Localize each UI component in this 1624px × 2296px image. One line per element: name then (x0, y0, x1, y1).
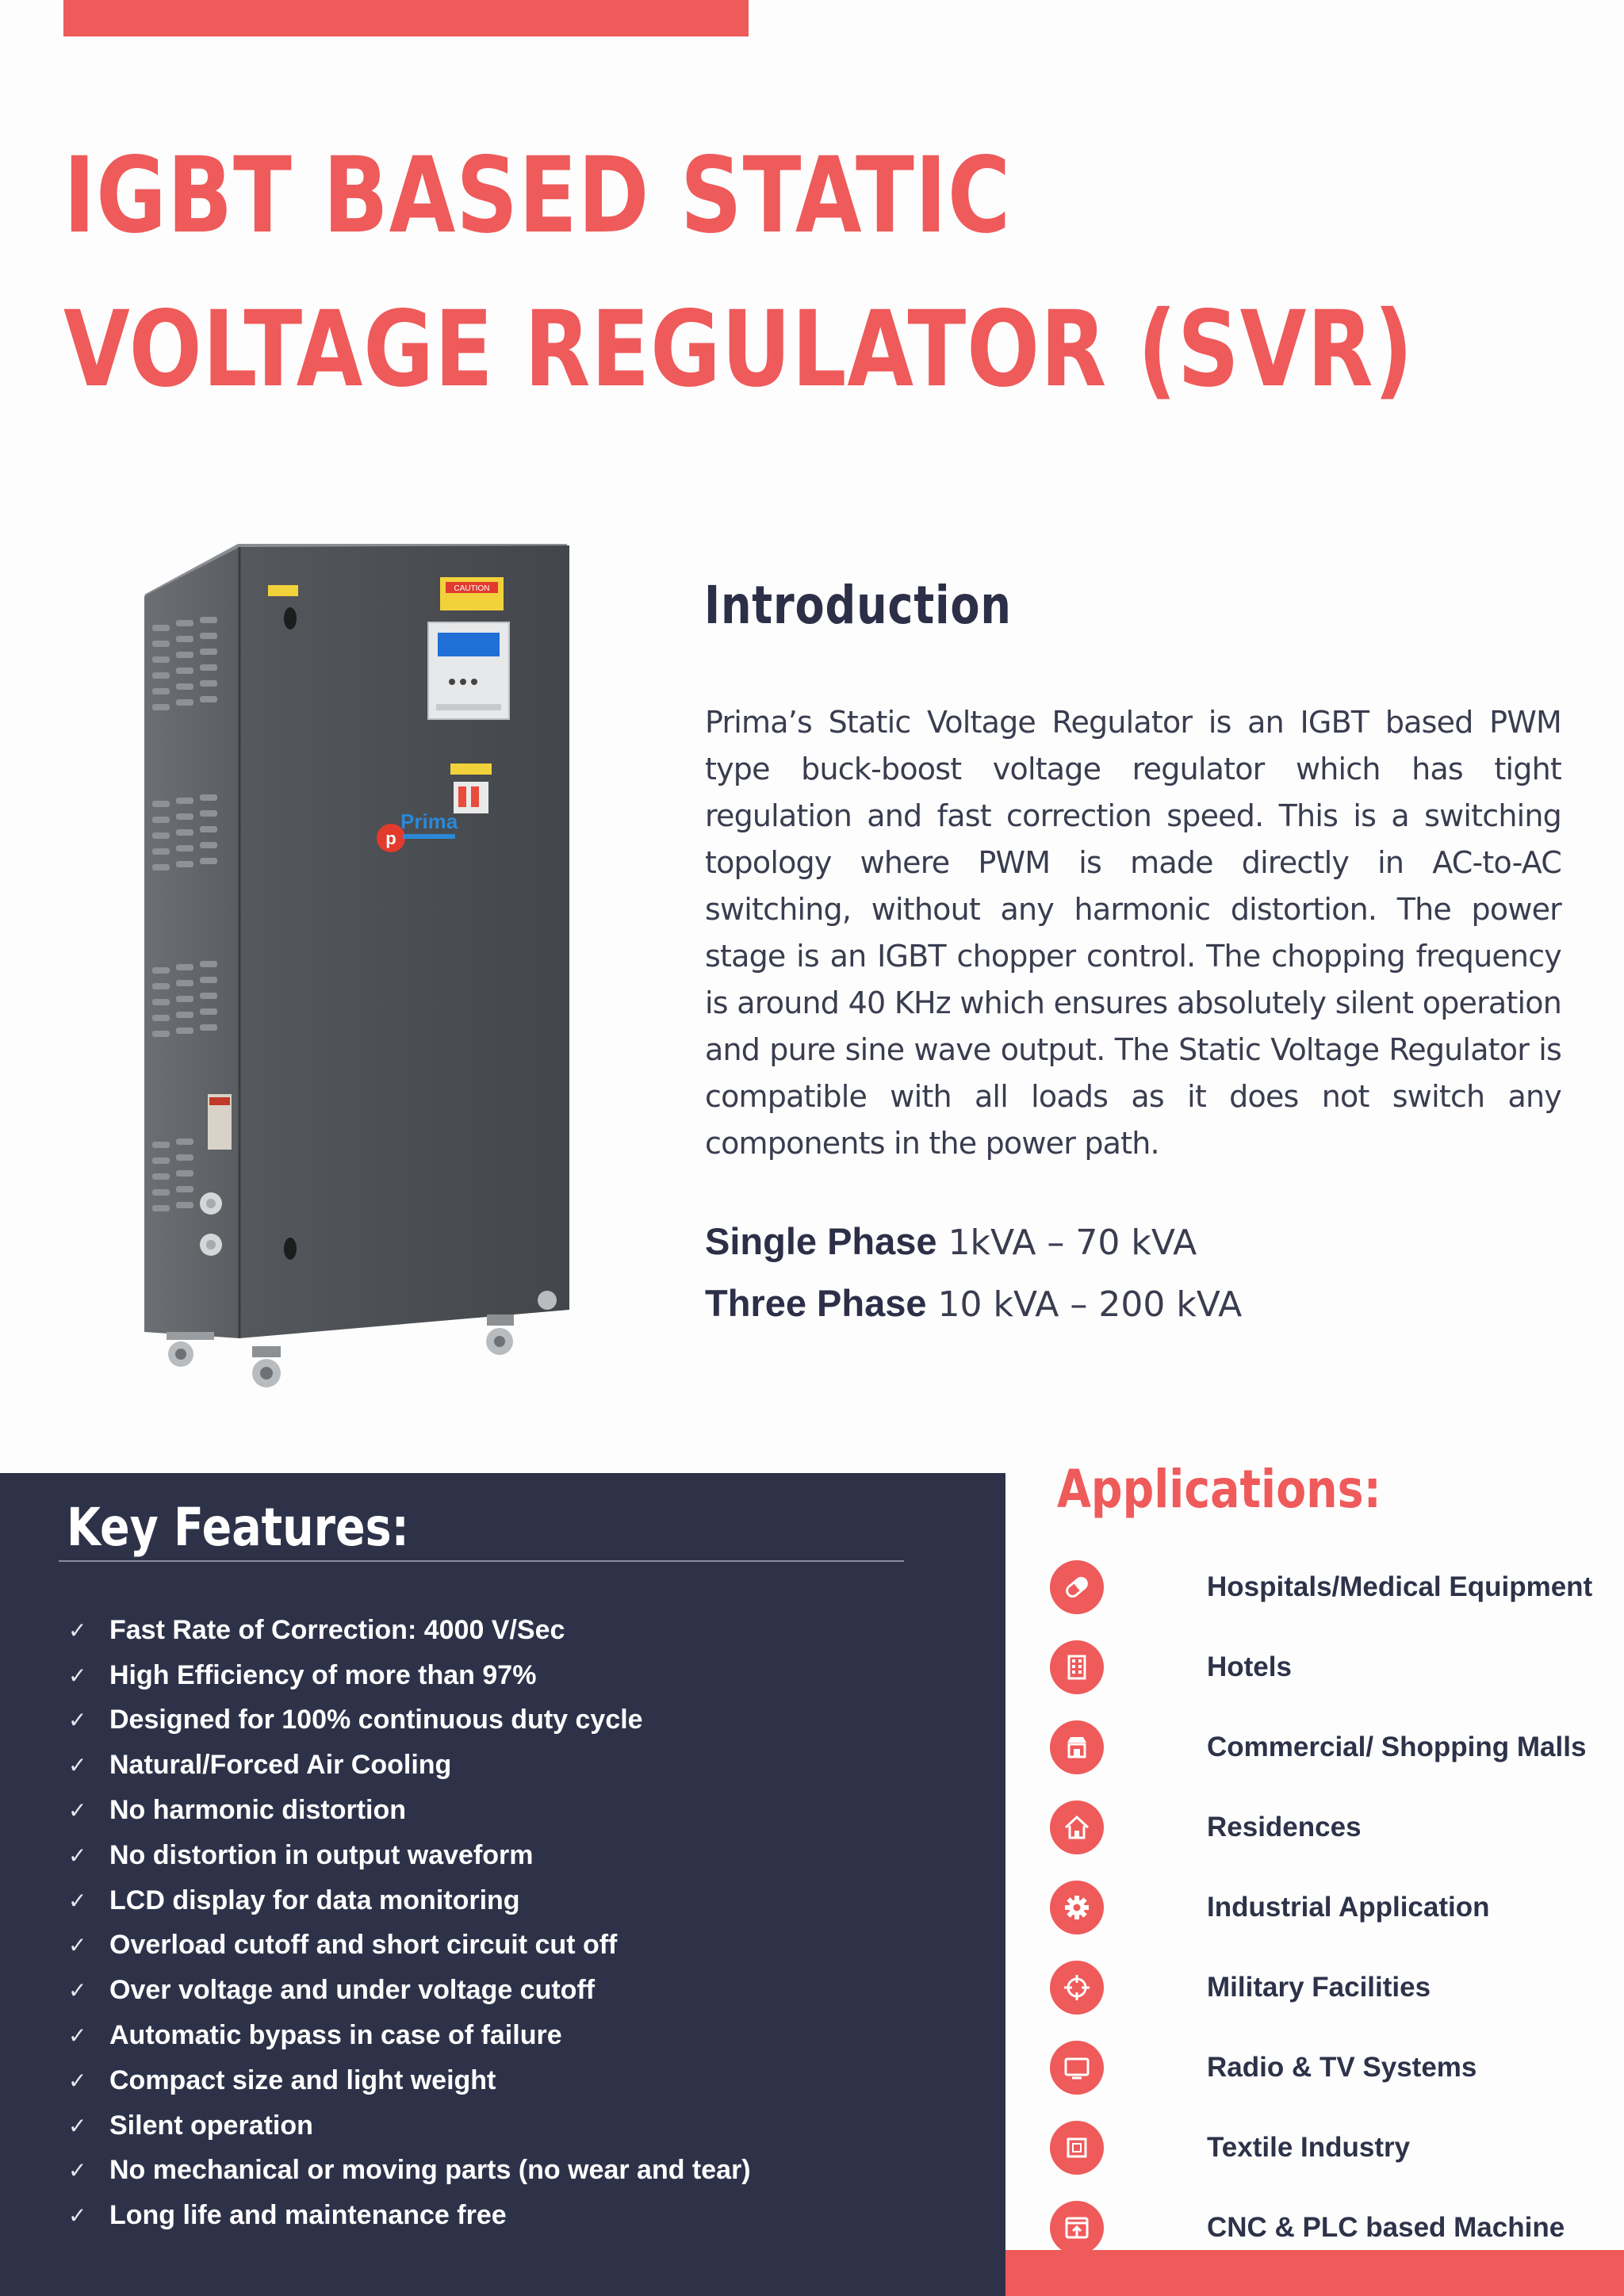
title-line-2: VOLTAGE REGULATOR (SVR) (63, 289, 1414, 411)
feature-item (68, 1698, 751, 1743)
feature-text: Silent operation (109, 2110, 313, 2141)
feature-item (68, 2013, 751, 2058)
application-label: CNC & PLC based Machine (1207, 2212, 1565, 2244)
feature-item (68, 2103, 751, 2149)
feature-item (68, 1788, 751, 1833)
applications-heading: Applications: (1057, 1459, 1381, 1520)
application-label: Industrial Application (1207, 1891, 1490, 1923)
key-features-panel (0, 1473, 1005, 2296)
feature-text: LCD display for data monitoring (109, 1885, 520, 1915)
checkmark-icon: ✓ (68, 1707, 87, 1734)
feature-item (68, 2058, 751, 2103)
feature-text: Long life and maintenance free (109, 2200, 507, 2231)
application-label: Textile Industry (1207, 2132, 1411, 2164)
feature-item (68, 1608, 751, 1653)
feature-text: Automatic bypass in case of failure (109, 2020, 562, 2051)
introduction-body: Prima’s Static Voltage Regulator is an IGBT based PWM type buck-boost voltage regulator which has tight regulation and fast correction speed. This is a switching topology where PWM is made directly in AC-to-AC switching, without any harmonic distortion. The power stage is an IGBT chopper control. The chopping frequency is around 40 KHz which ensures absolutely silent operation and pure sine wave output. The Static Voltage Regulator is compatible with all loads as it does not switch any components in the power path. (705, 705, 1561, 1161)
application-item (1050, 1947, 1592, 2027)
three-phase-range (705, 1281, 1242, 1325)
bottom-accent-bar (1005, 2250, 1624, 2296)
single-phase-value: 1kVA – 70 kVA (948, 1223, 1197, 1263)
application-item (1050, 1627, 1592, 1707)
applications-list (1050, 1547, 1592, 2268)
checkmark-icon: ✓ (68, 1662, 87, 1689)
key-features-divider (59, 1560, 904, 1562)
three-phase-label: Three Phase (705, 1282, 927, 1324)
single-phase-range (705, 1219, 1197, 1263)
application-label: Commercial/ Shopping Malls (1207, 1731, 1587, 1762)
application-label: Hotels (1207, 1651, 1292, 1682)
feature-text: Designed for 100% continuous duty cycle (109, 1705, 643, 1735)
checkmark-icon: ✓ (68, 2157, 87, 2184)
feature-item (68, 2193, 751, 2238)
product-logo: Prima (400, 809, 458, 833)
application-label: Residences (1207, 1811, 1362, 1843)
feature-text: No distortion in output waveform (109, 1839, 534, 1870)
feature-item (68, 1833, 751, 1878)
house-icon (1050, 1800, 1104, 1854)
feature-item (68, 1968, 751, 2013)
top-accent-bar (63, 0, 749, 36)
single-phase-label: Single Phase (705, 1220, 937, 1262)
machine-icon (1050, 2201, 1104, 2255)
building-icon (1050, 1640, 1104, 1694)
checkmark-icon: ✓ (68, 2202, 87, 2229)
svg-text:p: p (385, 828, 396, 848)
checkmark-icon: ✓ (68, 2067, 87, 2094)
title-line-1: IGBT BASED STATIC (63, 135, 1012, 257)
gear-icon (1050, 1881, 1104, 1934)
page-title (63, 119, 1414, 427)
checkmark-icon: ✓ (68, 1887, 87, 1914)
three-phase-value: 10 kVA – 200 kVA (937, 1284, 1243, 1325)
application-item (1050, 1707, 1592, 1787)
caution-label: CAUTION (454, 584, 490, 593)
crosshair-icon (1050, 1961, 1104, 2015)
application-item (1050, 1787, 1592, 1867)
square-icon (1050, 2121, 1104, 2175)
application-item (1050, 1547, 1592, 1627)
key-features-list (68, 1608, 751, 2238)
checkmark-icon: ✓ (68, 1752, 87, 1779)
application-label: Hospitals/Medical Equipment (1207, 1571, 1593, 1602)
product-image (135, 539, 595, 1395)
store-icon (1050, 1720, 1104, 1774)
feature-text: High Efficiency of more than 97% (109, 1659, 537, 1690)
application-item (1050, 2108, 1592, 2188)
feature-text: Overload cutoff and short circuit cut off (109, 1930, 618, 1961)
feature-item (68, 1653, 751, 1698)
feature-text: Over voltage and under voltage cutoff (109, 1975, 596, 2006)
application-label: Military Facilities (1207, 1972, 1431, 2003)
tv-icon (1050, 2041, 1104, 2095)
checkmark-icon: ✓ (68, 1797, 87, 1824)
application-item (1050, 1867, 1592, 1947)
feature-item (68, 1923, 751, 1969)
checkmark-icon: ✓ (68, 1932, 87, 1959)
feature-item (68, 1743, 751, 1788)
pill-icon (1050, 1560, 1104, 1614)
checkmark-icon: ✓ (68, 1842, 87, 1869)
application-item (1050, 2028, 1592, 2108)
checkmark-icon: ✓ (68, 2022, 87, 2049)
feature-text: Compact size and light weight (109, 2064, 496, 2095)
application-label: Radio & TV Systems (1207, 2052, 1477, 2084)
feature-text: No harmonic distortion (109, 1795, 406, 1826)
checkmark-icon: ✓ (68, 2112, 87, 2139)
feature-item (68, 1878, 751, 1923)
feature-text: No mechanical or moving parts (no wear and tear) (109, 2155, 751, 2186)
checkmark-icon: ✓ (68, 1977, 87, 2004)
feature-text: Fast Rate of Correction: 4000 V/Sec (109, 1614, 565, 1645)
checkmark-icon: ✓ (68, 1617, 87, 1644)
feature-item (68, 2149, 751, 2194)
introduction-heading: Introduction (704, 575, 1012, 636)
feature-text: Natural/Forced Air Cooling (109, 1750, 452, 1781)
key-features-heading: Key Features: (67, 1497, 409, 1558)
